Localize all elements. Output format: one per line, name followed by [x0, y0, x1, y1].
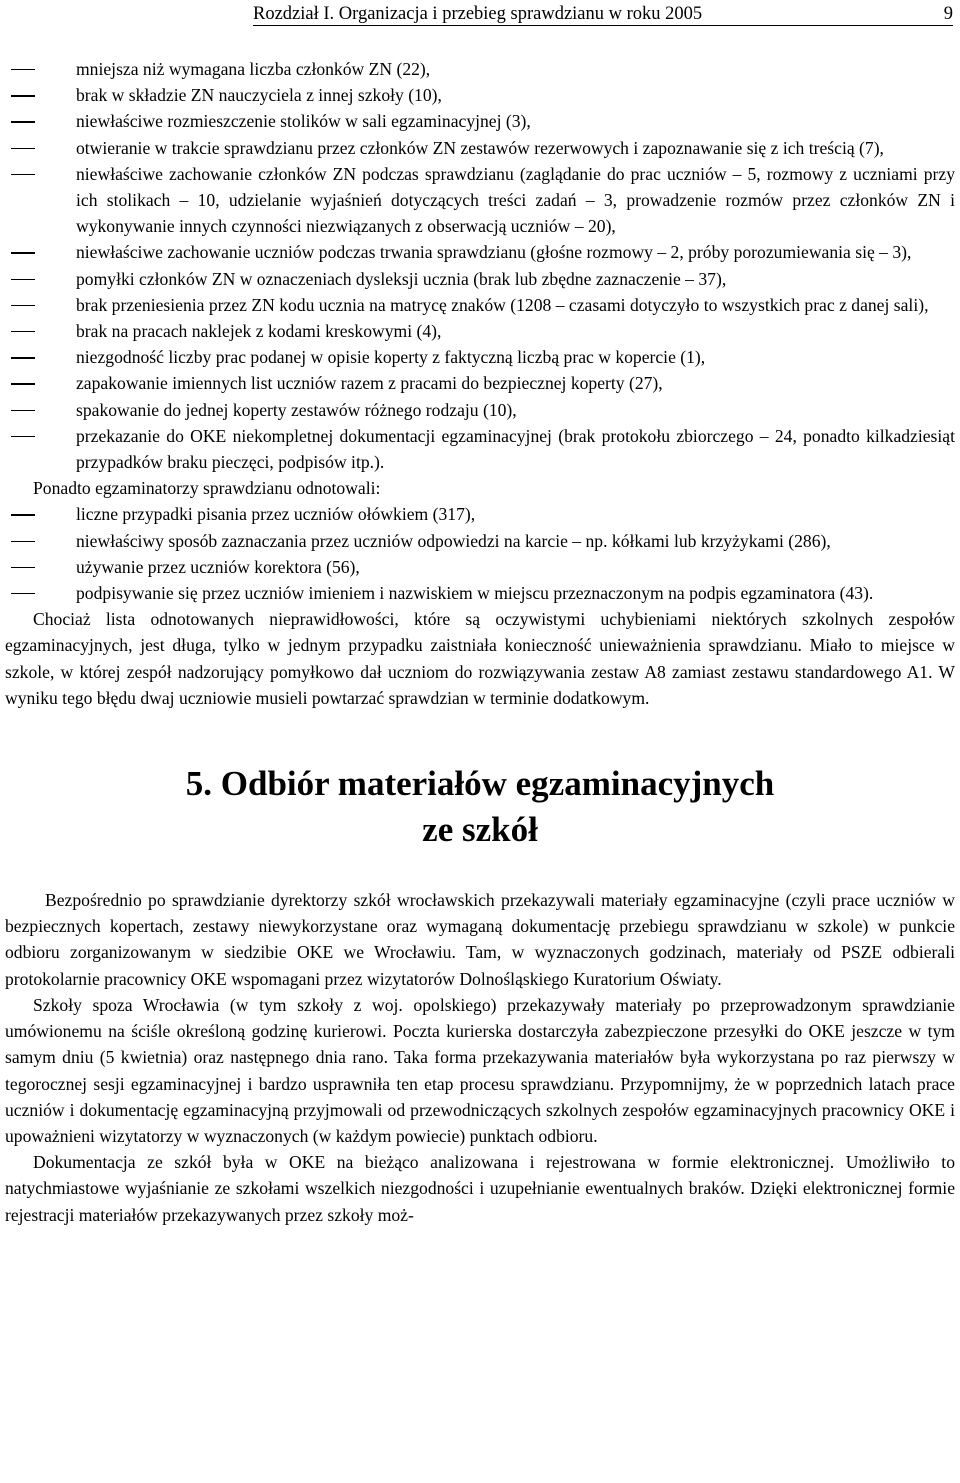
section-heading [5, 761, 955, 853]
dash-bullet-icon [11, 69, 35, 70]
dash-bullet-icon [11, 567, 35, 568]
list-item: brak przeniesienia przez ZN kodu ucznia na matrycę znaków (1208 – czasami dotyczyło to wszystkich prac z danej sali), [5, 292, 955, 318]
irregularities-list [5, 56, 955, 475]
page-number: 9 [943, 4, 953, 24]
dash-bullet-icon [11, 148, 35, 149]
summary-paragraph: Chociaż lista odnotowanych nieprawidłowości, które są oczywistymi uchybieniami niektórych szkolnych zespołów egzaminacyjnych, jest długa, tylko w jednym przypadku zaistniała konieczność unieważnienia sprawdzianu. Miało to miejsce w szkole, w której zespół nadzorujący pomyłkowo dał uczniom do rozwiązywania zestaw A8 zamiast zestawu standardowego A1. W wyniku tego błędu dwaj uczniowie musieli powtarzać sprawdzian w terminie dodatkowym. [5, 609, 955, 708]
section-heading-line: ze szkół [422, 810, 538, 850]
dash-bullet-icon [11, 593, 35, 594]
list-item: brak na pracach naklejek z kodami kreskowymi (4), [5, 318, 955, 344]
dash-bullet-icon [11, 410, 35, 411]
dash-bullet-icon [11, 541, 35, 542]
list-item: liczne przypadki pisania przez uczniów ołówkiem (317), [5, 501, 955, 527]
dash-bullet-icon [11, 174, 35, 175]
dash-bullet-icon [11, 252, 35, 253]
list-item: używanie przez uczniów korektora (56), [5, 554, 955, 580]
section-paragraph: Dokumentacja ze szkół była w OKE na bieżąco analizowana i rejestrowana w formie elektronicznej. Umożliwiło to natychmiastowe wyjaśnianie ze szkołami wszelkich niezgodności i uzupełnianie ewentualnych braków. Dzięki elektronicznej formie rejestracji materiałów przekazywanych przez szkoły moż- [5, 1152, 955, 1225]
dash-bullet-icon [11, 121, 35, 122]
section-paragraph: Szkoły spoza Wrocławia (w tym szkoły z woj. opolskiego) przekazywały materiały po przeprowadzonym sprawdzianie umówionemu na ściśle określoną godzinę kurierowi. Poczta kurierska dostarczyła zabezpieczone przesyłki do OKE jeszcze w tym samym dniu (5 kwietnia) oraz następnego dnia rano. Taka forma przekazywania materiałów była wykorzystana po raz pierwszy w tegorocznej sesji egzaminacyjnej i bardzo usprawniła ten etap procesu sprawdzianu. Przypomnijmy, że w poprzednich latach prace uczniów i dokumentację egzaminacyjną przyjmowali od przewodniczących szkolnych zespołów egzaminacyjnych pracownicy OKE i upoważnieni wizytatorzy w wyznaczonych (w każdym powiecie) punktach odbioru. [5, 994, 955, 1146]
dash-bullet-icon [11, 383, 35, 384]
section-paragraph: Bezpośrednio po sprawdzianie dyrektorzy szkół wrocławskich przekazywali materiały egzaminacyjne (czyli prace uczniów w bezpiecznych kopertach, zestawy niewykorzystane oraz wymaganą dokumentację przebiegu sprawdzianu w szkole) w punkcie odbioru zorganizowanym w siedzibie OKE we Wrocławiu. Tam, w wyznaczonych godzinach, materiały od PSZE odbierali protokolarnie pracownicy OKE wspomagani przez wizytatorów Dolnośląskiego Kuratorium Oświaty. [5, 890, 955, 989]
list-item: przekazanie do OKE niekompletnej dokumentacji egzaminacyjnej (brak protokołu zbiorczego – 24, ponadto kilkadziesiąt przypadków braku pieczęci, podpisów itp.). [5, 423, 955, 475]
list-item: otwieranie w trakcie sprawdzianu przez członków ZN zestawów rezerwowych i zapoznawanie się z ich treścią (7), [5, 135, 955, 161]
list-item: niewłaściwy sposób zaznaczania przez uczniów odpowiedzi na karcie – np. kółkami lub krzyżykami (286), [5, 528, 955, 554]
list-item: spakowanie do jednej koperty zestawów różnego rodzaju (10), [5, 397, 955, 423]
dash-bullet-icon [11, 357, 35, 358]
list-item: niewłaściwe rozmieszczenie stolików w sali egzaminacyjnej (3), [5, 108, 955, 134]
dash-bullet-icon [11, 514, 35, 515]
list-item: podpisywanie się przez uczniów imieniem i nazwiskiem w miejscu przeznaczonym na podpis egzaminatora (43). [5, 580, 955, 606]
examiners-list [5, 501, 955, 606]
list-item: zapakowanie imiennych list uczniów razem z pracami do bezpiecznej koperty (27), [5, 370, 955, 396]
list-item: pomyłki członków ZN w oznaczeniach dysleksji ucznia (brak lub zbędne zaznaczenie – 37), [5, 266, 955, 292]
body-text [5, 56, 955, 1228]
list-item: niezgodność liczby prac podanej w opisie koperty z faktyczną liczbą prac w kopercie (1), [5, 344, 955, 370]
dash-bullet-icon [11, 331, 35, 332]
chapter-title: Rozdział I. Organizacja i przebieg sprawdzianu w roku 2005 [253, 4, 703, 24]
dash-bullet-icon [11, 279, 35, 280]
dash-bullet-icon [11, 305, 35, 306]
list-item: niewłaściwe zachowanie uczniów podczas trwania sprawdzianu (głośne rozmowy – 2, próby porozumiewania się – 3), [5, 239, 955, 265]
list-item: niewłaściwe zachowanie członków ZN podczas sprawdzianu (zaglądanie do prac uczniów – 5, rozmowy z uczniami przy ich stolikach – 10, udzielanie wyjaśnień dotyczących treści zadań – 3, prowadzenie rozmów przez członków ZN i wykonywanie innych czynności niezwiązanych z obserwacją uczniów – 20), [5, 161, 955, 240]
examiners-intro: Ponadto egzaminatorzy sprawdzianu odnotowali: [33, 478, 381, 499]
list-item: mniejsza niż wymagana liczba członków ZN (22), [5, 56, 955, 82]
dash-bullet-icon [11, 436, 35, 437]
list-item: brak w składzie ZN nauczyciela z innej szkoły (10), [5, 82, 955, 108]
running-header [253, 3, 953, 26]
section-heading-line: 5. Odbiór materiałów egzaminacyjnych [185, 764, 775, 804]
dash-bullet-icon [11, 95, 35, 96]
